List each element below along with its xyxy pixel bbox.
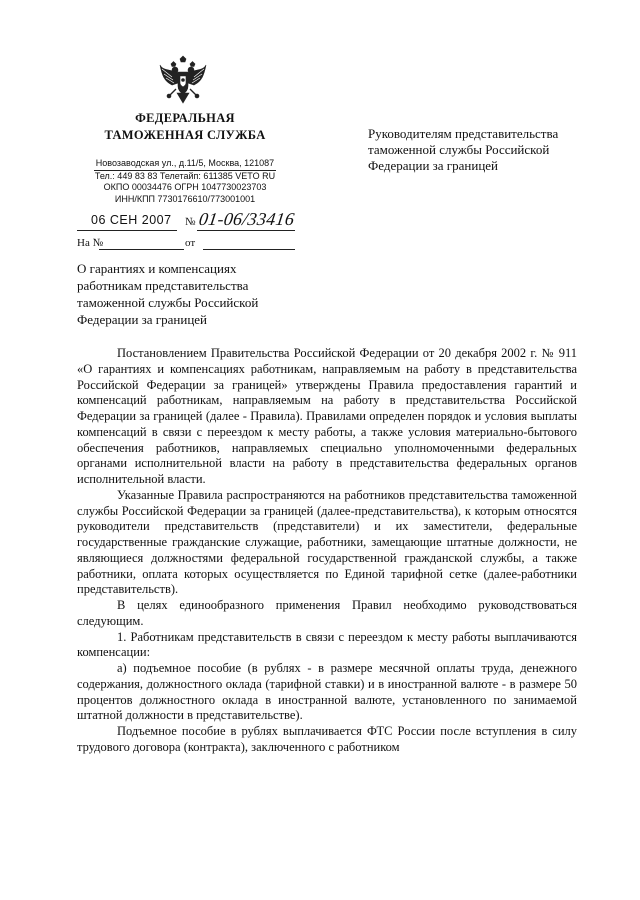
registration-line <box>77 209 297 237</box>
org-name-line1: ФЕДЕРАЛЬНАЯ <box>135 111 235 125</box>
document-date: 06 СЕН 2007 <box>91 213 172 227</box>
body-paragraph: а) подъемное пособие (в рублях - в размере месячной оплаты труда, денежного содержания, должностного оклада (тарифной ставки) и в иностранной валюте - в размере 50 процентов должностного оклада в иностранной валюте, установленного по занимаемой штатной должности в представительстве). <box>77 661 577 723</box>
reference-date-label: от <box>185 237 196 249</box>
org-inn: ИНН/КПП 7730176610/773001001 <box>114 193 256 204</box>
double-headed-eagle-emblem <box>158 55 208 105</box>
reference-number-label: На № <box>77 237 104 249</box>
subject-line: Федерации за границей <box>77 312 207 327</box>
body-paragraph: Подъемное пособие в рублях выплачивается ФТС России после вступления в силу трудового договора (контракта), заключенного с работником <box>77 724 577 754</box>
subject-line: работникам представительства <box>77 278 249 293</box>
number-label: № <box>185 216 196 228</box>
org-name-line2: ТАМОЖЕННАЯ СЛУЖБА <box>104 128 266 142</box>
org-contacts: Тел.: 449 83 83 Телетайп: 611385 VETO RU <box>94 170 276 181</box>
organization-name <box>60 110 310 144</box>
subject-line: таможенной службы Российской <box>77 295 259 310</box>
addressee-line: таможенной службы Российской <box>368 142 550 157</box>
document-number: 01-06/33416 <box>197 209 296 229</box>
body-paragraph: 1. Работникам представительств в связи с переездом к месту работы выплачиваются компенсации: <box>77 629 577 660</box>
body-paragraph: В целях единообразного применения Правил необходимо руководствоваться следующим. <box>77 598 577 628</box>
reference-line <box>77 237 297 255</box>
addressee-line: Федерации за границей <box>368 158 498 173</box>
body-paragraph: Указанные Правила распространяются на работников представительства таможенной службы Российской Федерации за границей (далее-представительства), к которым относятся руководители представительств (представители) и их заместители, федеральные государственные гражданские служащие, работники, замещающие штатные должности, не являющиеся должностями федеральной государственной гражданской службы, а также работники, оплата которых осуществляется по Единой тарифной сетке (далее-работники представительств). <box>77 487 577 597</box>
body-paragraph: Постановлением Правительства Российской Федерации от 20 декабря 2002 г. № 911 «О гарантиях и компенсациях работникам, направляемым на работу в представительства Российской Федерации за границей» утверждены Правила предоставления гарантий и компенсаций работникам, направляемым на работу в представительства Российской Федерации за границей (далее - Правила). Правилами определен порядок и условия выплаты компенсаций в связи с переездом к месту работы, а также условия материально-бытового обеспечения работников, направляемых специально уполномоченными федеральных органами исполнительной власти на работу в представительства федеральных органов исполнительной власти. <box>77 346 577 486</box>
letter-subject <box>77 260 317 328</box>
addressee-line: Руководителям представительства <box>368 126 559 141</box>
letter-body <box>77 346 577 756</box>
subject-line: О гарантиях и компенсациях <box>77 261 237 276</box>
org-okpo: ОКПО 00034476 ОГРН 1047730023703 <box>103 182 267 192</box>
organization-details <box>60 158 310 205</box>
org-address: Новозаводская ул., д.11/5, Москва, 121087 <box>94 158 276 171</box>
addressee <box>368 126 608 174</box>
